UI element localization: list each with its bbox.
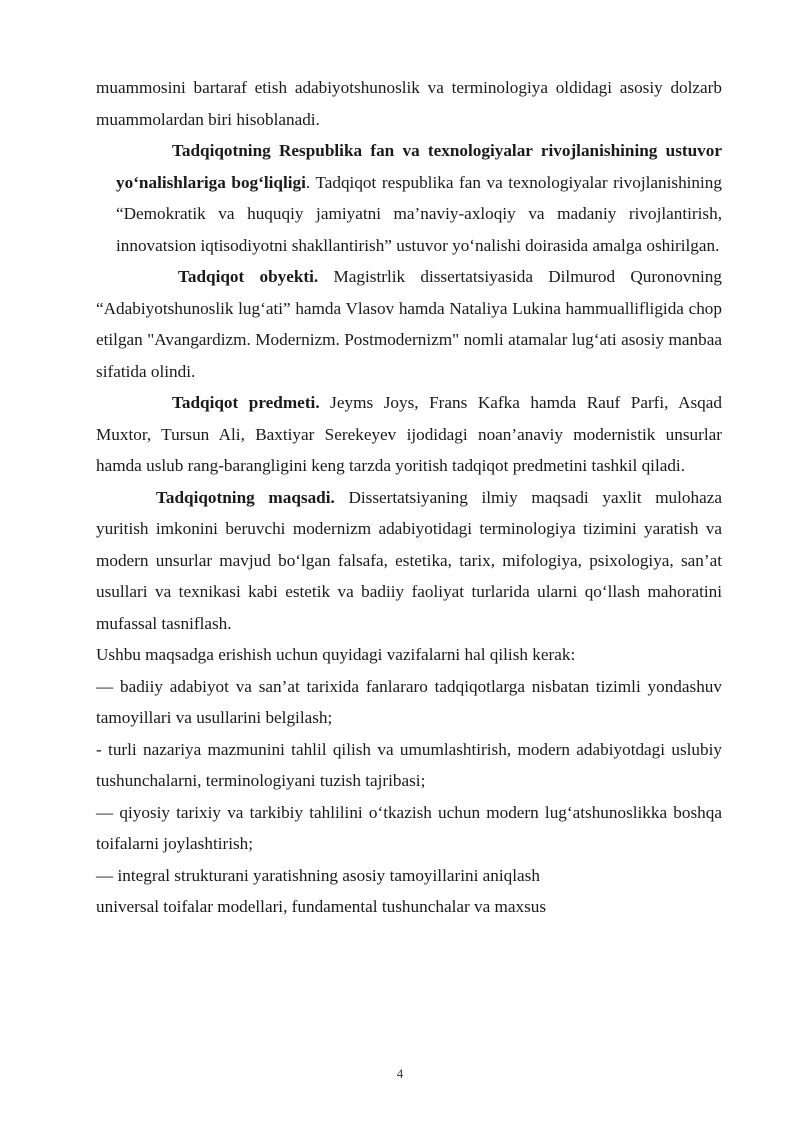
body-text [96, 72, 722, 923]
task-4-text: — integral strukturani yaratishning asosiy tamoyillarini aniqlash [96, 865, 540, 885]
page-number: 4 [396, 1066, 404, 1081]
task-item-3 [96, 797, 722, 860]
intro-text: muammosini bartaraf etish adabiyotshunoslik va terminologiya oldidagi asosiy dolzarb muammolardan biri hisoblanadi. [96, 78, 722, 129]
goal-paragraph [96, 482, 722, 640]
task-1-text: — badiiy adabiyot va san’at tarixida fanlararo tadqiqotlarga nisbatan tizimli yondashuv tamoyillari va usullarini belgilash; [96, 676, 722, 727]
task-item-2 [96, 734, 722, 797]
relevance-text: . Tadqiqot respublika fan va texnologiyalar rivojlanishining “Demokratik va huquqiy jamiyatni ma’naviy-axloqiy va madaniy rivojlantirish, innovatsion iqtisodiyotni shakllantirish” ustuvor yo‘nalishi doirasida amalga oshirilgan. [116, 172, 722, 255]
object-heading: Tadqiqot obyekti. [178, 267, 319, 286]
subject-paragraph [96, 387, 722, 482]
relevance-paragraph [96, 135, 722, 261]
task-3-text: — qiyosiy tarixiy va tarkibiy tahlilini o‘tkazish uchun modern lug‘atshunoslikka boshqa toifalarni joylashtirish; [96, 802, 722, 853]
tasks-intro [96, 639, 722, 671]
relevance-heading: Tadqiqotning Respublika fan va texnologiyalar rivojlanishining ustuvor yo‘nalishlariga bog‘liqligi [116, 141, 722, 192]
goal-text: Dissertatsiyaning ilmiy maqsadi yaxlit mulohaza yuritish imkonini beruvchi modernizm adabiyotidagi terminologiya tizimini yaratish va modern unsurlar mavjud bo‘lgan falsafa, estetika, tarix, mifologiya, psixologiya, san’at usullari va texnikasi kabi estetik va badiiy faoliyat turlarida ularni qo‘llash mahoratini mufassal tasniflash. [96, 487, 723, 633]
task-2-text: - turli nazariya mazmunini tahlil qilish va umumlashtirish, modern adabiyotdagi uslubiy tushunchalarni, terminologiyani tuzish tajribasi; [96, 739, 722, 790]
task-item-4 [96, 860, 722, 892]
task-4-continued-text: universal toifalar modellari, fundamental tushunchalar va maxsus [96, 897, 547, 916]
subject-heading: Tadqiqot predmeti. [172, 393, 320, 412]
intro-paragraph [96, 72, 722, 135]
task-item-1 [96, 671, 722, 734]
object-text: Magistrlik dissertatsiyasida Dilmurod Quronovning “Adabiyotshunoslik lug‘ati” hamda Vlasov hamda Nataliya Lukina hammuallifligida chop etilgan "Avangardizm. Modernizm. Postmodernizm" nomli atamalar lug‘ati asosiy manbaa sifatida olindi. [96, 267, 722, 381]
object-paragraph [96, 261, 722, 387]
subject-text: Jeyms Joys, Frans Kafka hamda Rauf Parfi, Asqad Muxtor, Tursun Ali, Baxtiyar Serekeyev ijodidagi noan’anaviy modernistik unsurlar hamda uslub rang-barangligini keng tarzda yoritish tadqiqot predmetini tashkil qiladi. [96, 393, 722, 475]
tasks-intro-text: Ushbu maqsadga erishish uchun quyidagi vazifalarni hal qilish kerak: [96, 645, 576, 664]
task-item-4-continued [96, 891, 722, 923]
goal-heading: Tadqiqotning maqsadi. [156, 487, 335, 507]
